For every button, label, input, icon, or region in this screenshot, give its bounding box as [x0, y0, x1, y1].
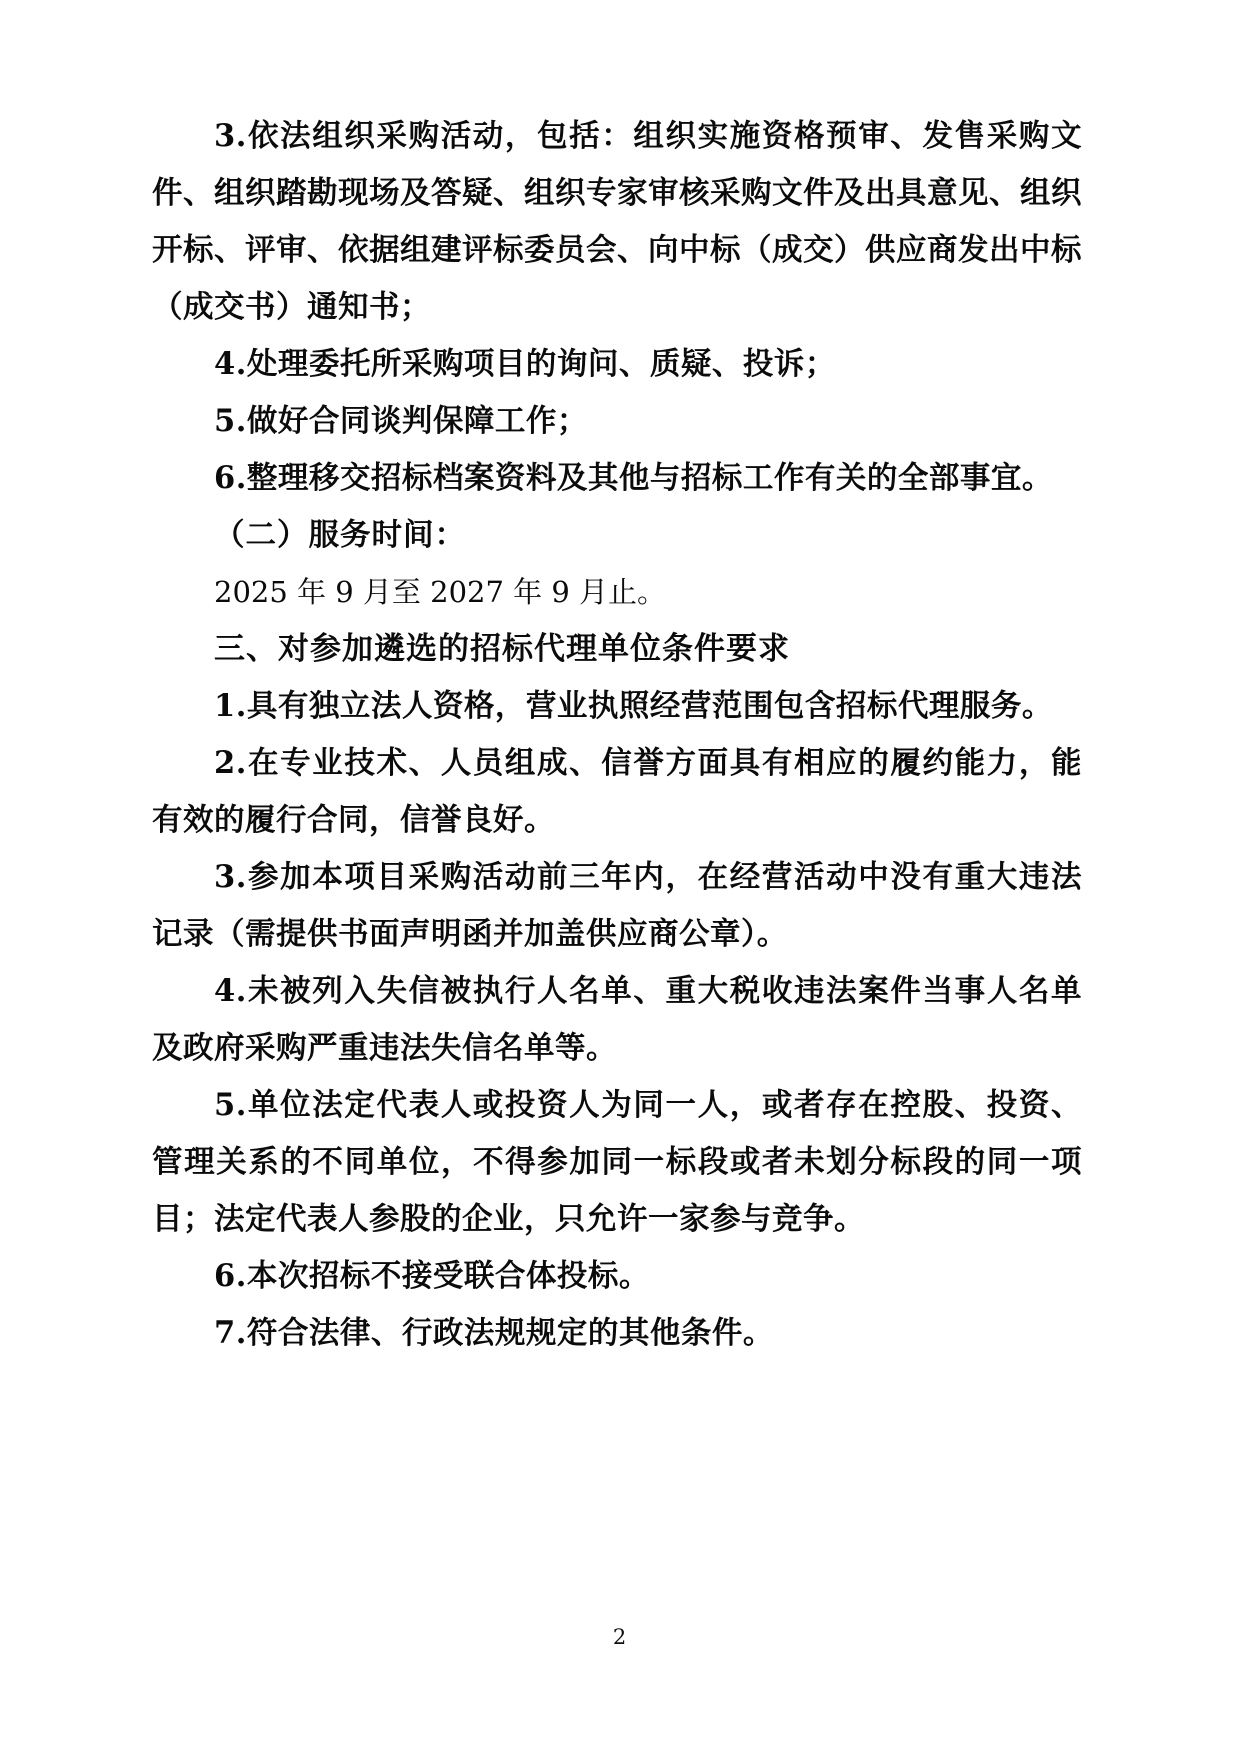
paragraph-requirement-1: 1.具有独立法人资格，营业执照经营范围包含招标代理服务。 [214, 688, 1053, 724]
paragraph-requirement-3: 3.参加本项目采购活动前三年内，在经营活动中没有重大违法记录（需提供书面声明函并加盖供应商公章）。 [152, 859, 1082, 952]
section-heading-agency-requirements: 三、对参加遴选的招标代理单位条件要求 [214, 631, 790, 667]
paragraph-requirement-5: 5.单位法定代表人或投资人为同一人，或者存在控股、投资、管理关系的不同单位，不得参加同一标段或者未划分标段的同一项目；法定代表人参股的企业，只允许一家参与竞争。 [152, 1087, 1082, 1237]
paragraph-service-period: 2025 年 9 月至 2027 年 9 月止。 [214, 575, 667, 609]
paragraph-duty-6: 6.整理移交招标档案资料及其他与招标工作有关的全部事宜。 [214, 460, 1053, 496]
page-number: 2 [612, 1625, 627, 1649]
document-body [152, 108, 1082, 1362]
paragraph-duty-5: 5.做好合同谈判保障工作； [214, 403, 588, 439]
section-heading-service-time: （二）服务时间： [214, 517, 466, 553]
paragraph-requirement-6: 6.本次招标不接受联合体投标。 [214, 1258, 650, 1294]
paragraph-duty-4: 4.处理委托所采购项目的询问、质疑、投诉； [214, 346, 836, 382]
paragraph-requirement-4: 4.未被列入失信被执行人名单、重大税收违法案件当事人名单及政府采购严重违法失信名单等。 [152, 973, 1082, 1066]
paragraph-requirement-2: 2.在专业技术、人员组成、信誉方面具有相应的履约能力，能有效的履行合同，信誉良好。 [152, 745, 1082, 838]
paragraph-duty-3: 3.依法组织采购活动，包括：组织实施资格预审、发售采购文件、组织踏勘现场及答疑、组织专家审核采购文件及出具意见、组织开标、评审、依据组建评标委员会、向中标（成交）供应商发出中标（成交书）通知书； [152, 118, 1082, 325]
paragraph-requirement-7: 7.符合法律、行政法规规定的其他条件。 [214, 1315, 774, 1351]
